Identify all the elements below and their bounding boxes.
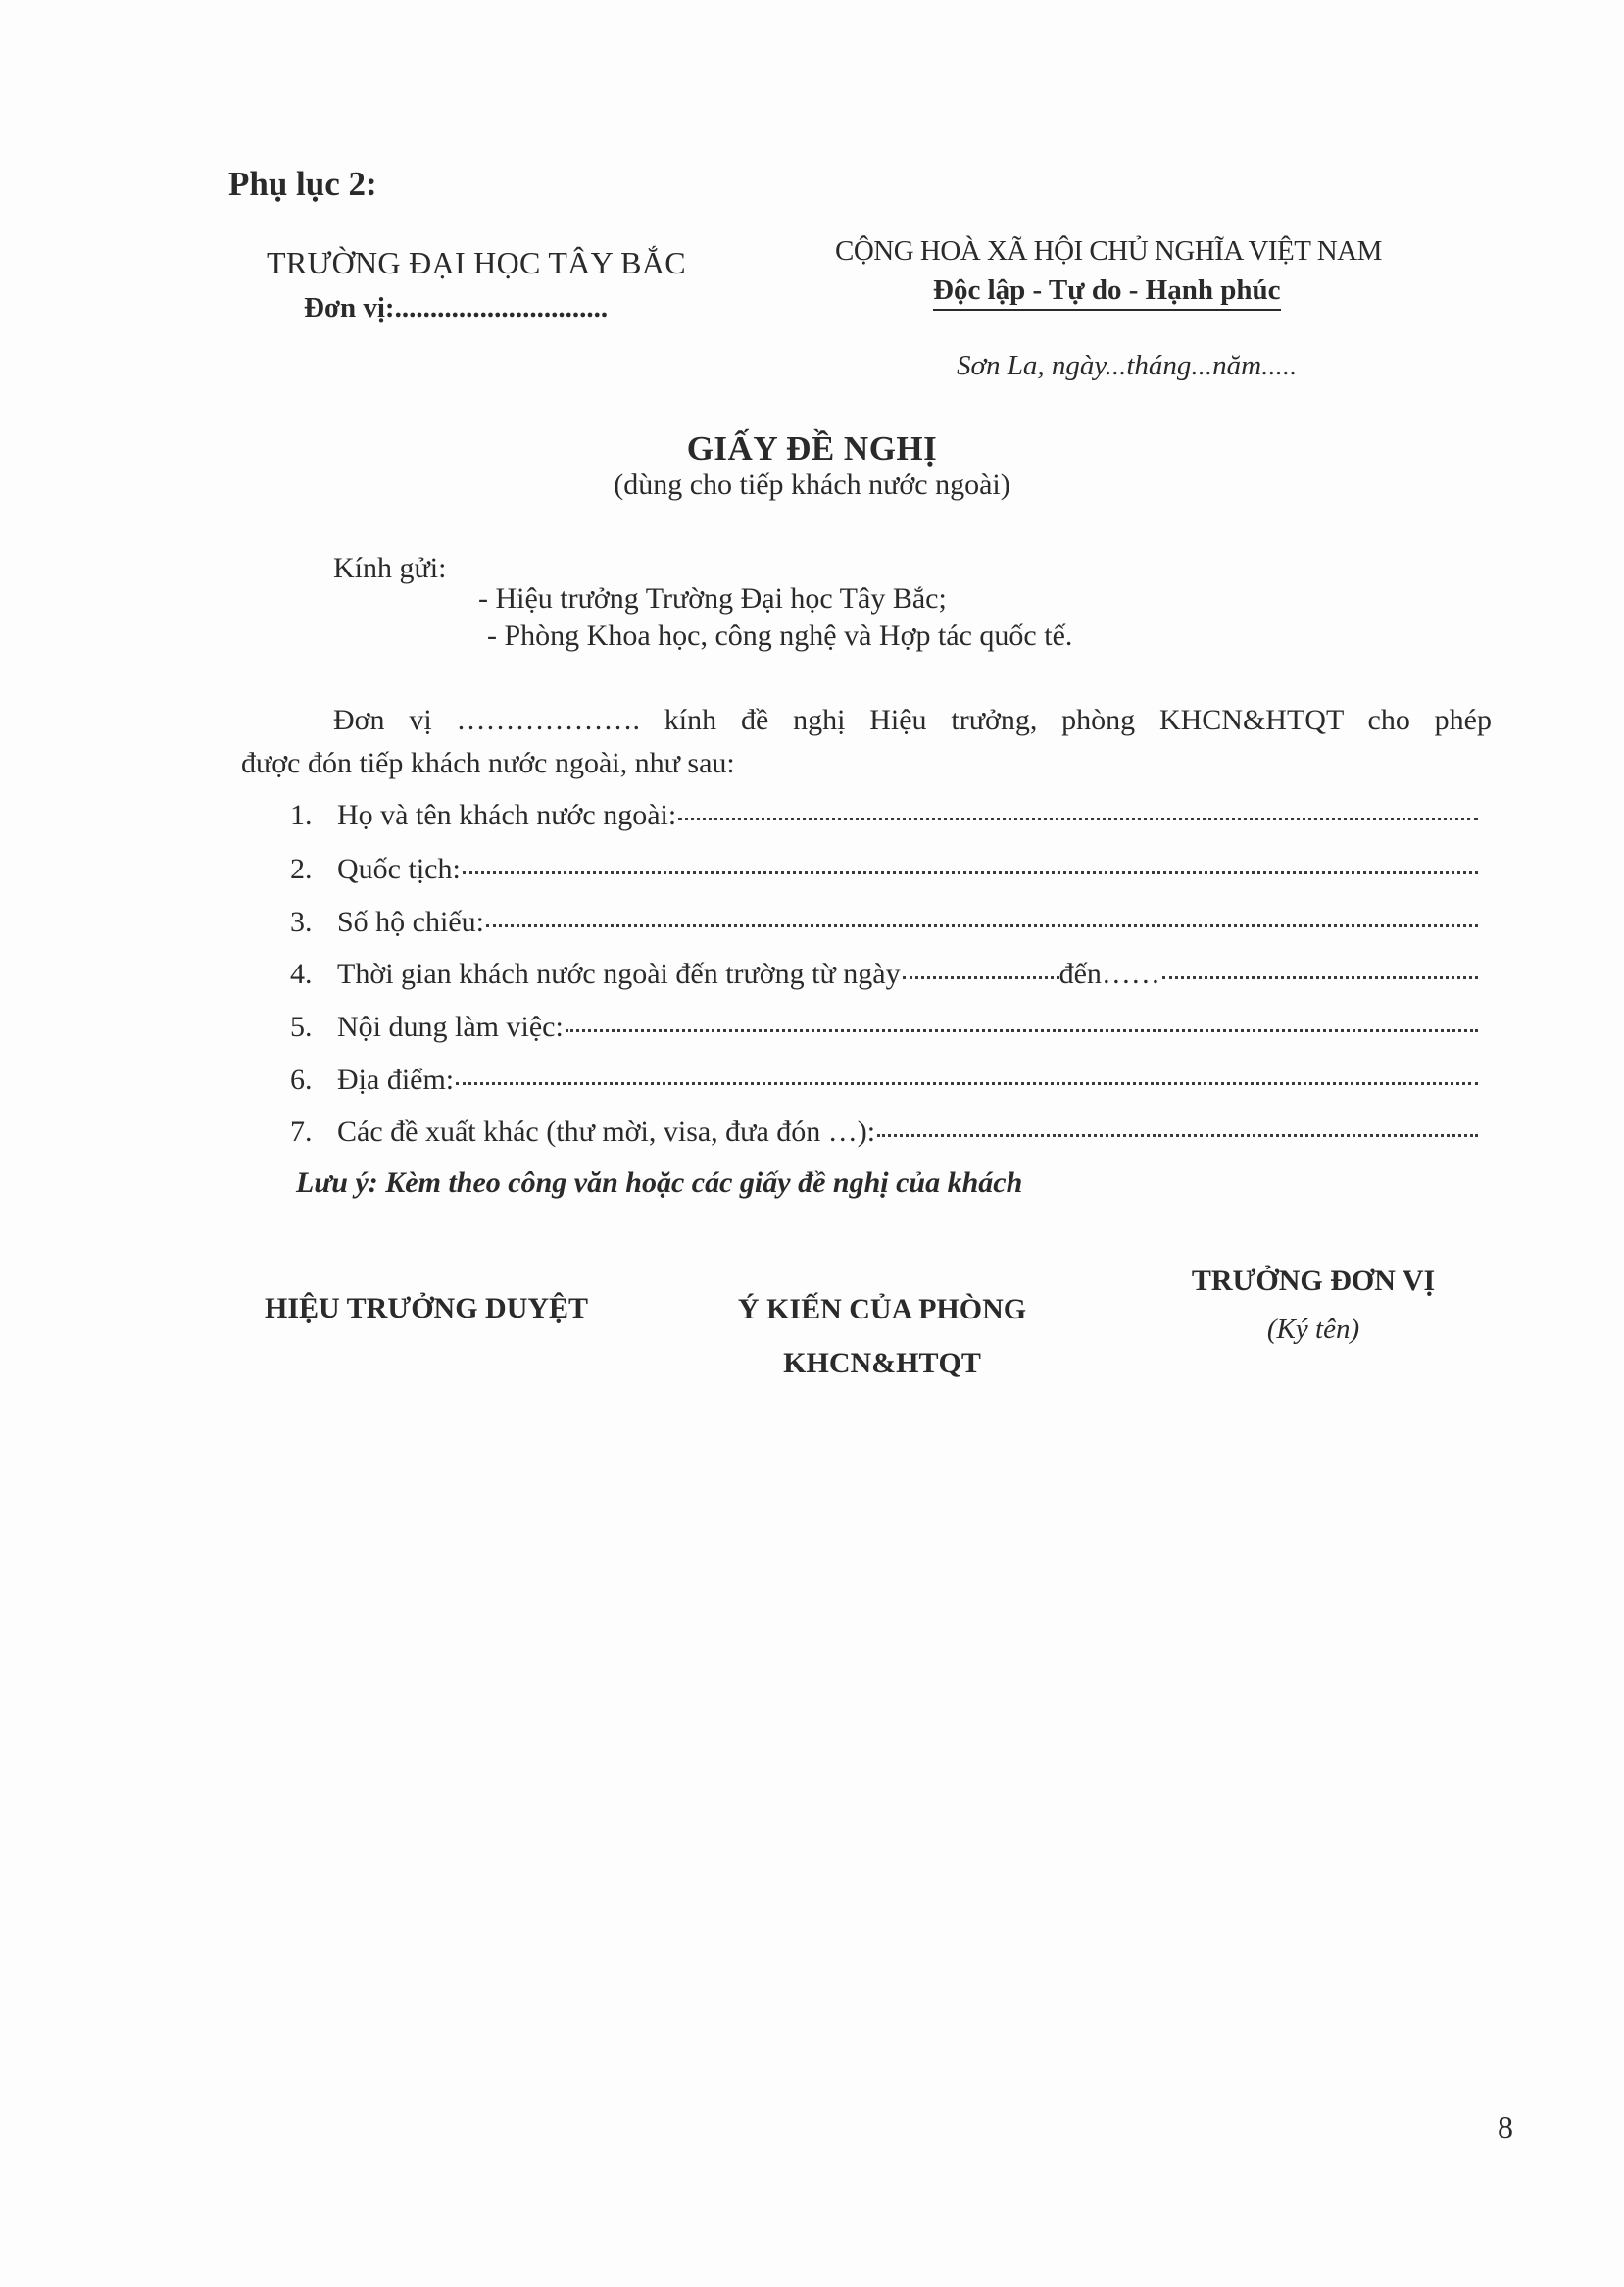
fill-in-line[interactable] xyxy=(463,871,1478,874)
form-item-nationality xyxy=(290,853,1478,886)
signature-unit-head: TRƯỞNG ĐƠN VỊ xyxy=(1191,1265,1436,1297)
page-number: 8 xyxy=(1498,2110,1513,2145)
item-number: 2. xyxy=(290,853,313,885)
item-label: Các đề xuất khác (thư mời, visa, đưa đón …): xyxy=(337,1116,876,1148)
item-label: Quốc tịch: xyxy=(337,853,461,885)
form-item-other-proposals xyxy=(290,1116,1478,1149)
document-subtitle: (dùng cho tiếp khách nước ngoài) xyxy=(614,469,1010,501)
recipient-item: - Phòng Khoa học, công nghệ và Hợp tác quốc tế. xyxy=(487,620,1073,652)
fill-in-line-to-date[interactable] xyxy=(1162,976,1478,979)
attachment-note: Lưu ý: Kèm theo công văn hoặc các giấy đề nghị của khách xyxy=(296,1167,1023,1199)
item-number: 4. xyxy=(290,958,313,990)
item-number: 7. xyxy=(290,1116,313,1148)
signature-principal: HIỆU TRƯỞNG DUYỆT xyxy=(265,1292,589,1324)
form-item-visit-period xyxy=(290,958,1478,991)
appendix-label: Phụ lục 2: xyxy=(228,165,377,203)
form-item-passport xyxy=(290,906,1478,939)
fill-in-line[interactable] xyxy=(877,1134,1478,1137)
intro-paragraph: Đơn vị ………………. kính đề nghị Hiệu trưởng, phòng KHCN&HTQT cho phép xyxy=(333,704,1492,736)
signature-office: Ý KIẾN CỦA PHÒNG KHCN&HTQT xyxy=(737,1293,1027,1379)
item-label: Nội dung làm việc: xyxy=(337,1011,564,1043)
school-name: TRƯỜNG ĐẠI HỌC TÂY BẮC xyxy=(267,245,686,280)
fill-in-line[interactable] xyxy=(486,924,1478,927)
unit-field: Đơn vị:.............................. xyxy=(304,292,609,323)
form-item-location xyxy=(290,1064,1478,1097)
item-label: Số hộ chiếu: xyxy=(337,906,484,938)
recipient-item: - Hiệu trưởng Trường Đại học Tây Bắc; xyxy=(478,582,947,615)
document-title: GIẤY ĐỀ NGHỊ xyxy=(686,429,938,468)
item-number: 1. xyxy=(290,799,313,831)
item-label: Họ và tên khách nước ngoài: xyxy=(337,799,677,831)
national-motto: Độc lập - Tự do - Hạnh phúc xyxy=(933,274,1281,311)
item-label: Địa điểm: xyxy=(337,1064,455,1096)
signature-unit-head-note: (Ký tên) xyxy=(1266,1314,1360,1345)
place-date-line: Sơn La, ngày...tháng...năm..... xyxy=(957,350,1298,381)
fill-in-line[interactable] xyxy=(566,1029,1478,1032)
fill-in-line[interactable] xyxy=(678,818,1478,820)
item-label-to: đến…… xyxy=(1058,958,1160,990)
fill-in-line-from-date[interactable] xyxy=(903,976,1059,979)
intro-paragraph-continued: được đón tiếp khách nước ngoài, như sau: xyxy=(241,747,735,779)
item-number: 3. xyxy=(290,906,313,938)
recipient-label: Kính gửi: xyxy=(333,552,447,584)
fill-in-line[interactable] xyxy=(456,1082,1478,1085)
item-label: Thời gian khách nước ngoài đến trường từ ngày xyxy=(337,958,901,990)
form-item-work-content xyxy=(290,1011,1478,1044)
item-number: 6. xyxy=(290,1064,313,1096)
form-item-guest-name xyxy=(290,799,1478,832)
nation-heading: CỘNG HOÀ XÃ HỘI CHỦ NGHĨA VIỆT NAM xyxy=(835,235,1382,267)
item-number: 5. xyxy=(290,1011,313,1043)
